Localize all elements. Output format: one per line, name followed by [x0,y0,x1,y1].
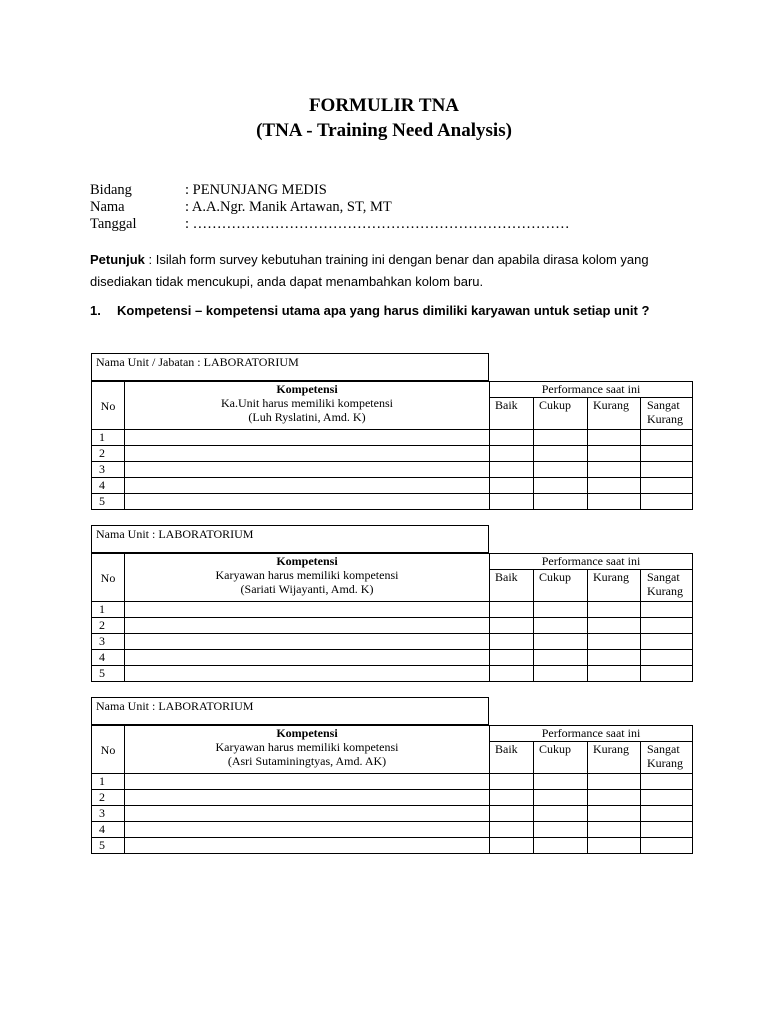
kompetensi-cell[interactable] [125,634,490,650]
kompetensi-header-line1: Ka.Unit harus memiliki kompetensi [221,396,393,410]
cukup-header: Cukup [534,570,588,602]
baik-cell[interactable] [490,838,534,854]
baik-cell[interactable] [490,446,534,462]
kurang-cell[interactable] [588,838,641,854]
unit-name: Nama Unit / Jabatan : LABORATORIUM [91,353,489,381]
table-row [92,618,693,634]
form-subtitle: (TNA - Training Need Analysis) [256,120,512,141]
row-number: 2 [92,618,125,634]
kurang-header: Kurang [588,742,641,774]
kompetensi-header-line2: (Luh Ryslatini, Amd. K) [248,410,366,424]
sangat-kurang-cell[interactable] [641,774,693,790]
meta-bidang-label: Bidang [90,182,132,198]
unit-name: Nama Unit : LABORATORIUM [91,525,489,553]
sangat-kurang-cell[interactable] [641,666,693,682]
row-number: 3 [92,806,125,822]
sangat-kurang-line1: Sangat [647,398,680,412]
table-row [92,806,693,822]
kurang-cell[interactable] [588,806,641,822]
kurang-header: Kurang [588,398,641,430]
baik-header: Baik [490,570,534,602]
competency-grid [91,381,693,510]
performance-header: Performance saat ini [490,554,693,570]
row-number: 1 [92,430,125,446]
kompetensi-header-title: Kompetensi [276,726,338,740]
meta-nama-value: : A.A.Ngr. Manik Artawan, ST, MT [185,199,392,215]
table-row [92,430,693,446]
row-number: 2 [92,446,125,462]
row-number: 2 [92,790,125,806]
kompetensi-cell[interactable] [125,838,490,854]
kompetensi-cell[interactable] [125,666,490,682]
kurang-cell[interactable] [588,430,641,446]
competency-grid [91,725,693,854]
kompetensi-header [125,382,490,430]
row-number: 1 [92,602,125,618]
kurang-header: Kurang [588,570,641,602]
kompetensi-header-line2: (Asri Sutaminingtyas, Amd. AK) [227,754,387,768]
sangat-kurang-line2: Kurang [647,756,683,770]
baik-cell[interactable] [490,462,534,478]
kurang-cell[interactable] [588,494,641,510]
row-number: 5 [92,494,125,510]
table-row [92,838,693,854]
baik-cell[interactable] [490,478,534,494]
sangat-kurang-line1: Sangat [647,742,680,756]
question-1 [90,303,649,318]
kurang-cell[interactable] [588,618,641,634]
baik-cell[interactable] [490,430,534,446]
baik-cell[interactable] [490,650,534,666]
kompetensi-cell[interactable] [125,446,490,462]
kompetensi-header-line1: Karyawan harus memiliki kompetensi [215,568,399,582]
cukup-header: Cukup [534,742,588,774]
cukup-cell[interactable] [534,430,588,446]
kompetensi-header-line2: (Sariati Wijayanti, Amd. K) [240,582,374,596]
cukup-cell[interactable] [534,462,588,478]
cukup-header: Cukup [534,398,588,430]
sangat-kurang-cell[interactable] [641,478,693,494]
baik-cell[interactable] [490,790,534,806]
baik-header: Baik [490,742,534,774]
table-row [92,478,693,494]
kurang-cell[interactable] [588,774,641,790]
meta-nama-label: Nama [90,199,125,215]
sangat-kurang-header [641,742,693,774]
table-row [92,650,693,666]
no-header: No [92,382,125,430]
kompetensi-header-line1: Karyawan harus memiliki kompetensi [215,740,399,754]
table-row [92,446,693,462]
kompetensi-header [125,726,490,774]
kurang-cell[interactable] [588,602,641,618]
cukup-cell[interactable] [534,602,588,618]
question-text: Kompetensi – kompetensi utama apa yang harus dimiliki karyawan untuk setiap unit ? [117,303,650,318]
meta-tanggal-value: : …………………………………………………………………… [185,216,570,232]
table-row [92,602,693,618]
meta-tanggal-label: Tanggal [90,216,137,232]
kompetensi-cell[interactable] [125,478,490,494]
sangat-kurang-cell[interactable] [641,618,693,634]
kompetensi-header-title: Kompetensi [276,554,338,568]
sangat-kurang-line1: Sangat [647,570,680,584]
competency-grid [91,553,693,682]
meta-bidang-value: : PENUNJANG MEDIS [185,182,327,198]
baik-cell[interactable] [490,666,534,682]
header-row [92,382,693,398]
table-row [92,790,693,806]
no-header: No [92,726,125,774]
kompetensi-cell[interactable] [125,430,490,446]
sangat-kurang-cell[interactable] [641,822,693,838]
kurang-cell[interactable] [588,666,641,682]
performance-header: Performance saat ini [490,382,693,398]
baik-cell[interactable] [490,806,534,822]
sangat-kurang-cell[interactable] [641,462,693,478]
sangat-kurang-line2: Kurang [647,584,683,598]
table-row [92,666,693,682]
sangat-kurang-cell[interactable] [641,790,693,806]
row-number: 1 [92,774,125,790]
table-row [92,774,693,790]
question-number: 1. [90,303,101,318]
sangat-kurang-header [641,570,693,602]
no-header: No [92,554,125,602]
sangat-kurang-line2: Kurang [647,412,683,426]
cukup-cell[interactable] [534,478,588,494]
baik-header: Baik [490,398,534,430]
row-number: 4 [92,478,125,494]
sangat-kurang-cell[interactable] [641,634,693,650]
baik-cell[interactable] [490,602,534,618]
table-row [92,462,693,478]
instructions-text: : Isilah form survey kebutuhan training ini dengan benar dan apabila dirasa kolom yang disediakan tidak mencukupi, anda dapat menambahkan kolom baru. [90,252,649,289]
row-number: 3 [92,462,125,478]
competency-table-1 [91,353,691,508]
header-row [92,554,693,570]
row-number: 4 [92,822,125,838]
instructions-label: Petunjuk [90,252,145,267]
kompetensi-cell[interactable] [125,462,490,478]
table-row [92,822,693,838]
sangat-kurang-cell[interactable] [641,494,693,510]
sangat-kurang-cell[interactable] [641,806,693,822]
kompetensi-cell[interactable] [125,650,490,666]
cukup-cell[interactable] [534,822,588,838]
baik-cell[interactable] [490,822,534,838]
instructions [90,249,650,293]
form-title: FORMULIR TNA [308,95,460,116]
unit-name: Nama Unit : LABORATORIUM [91,697,489,725]
cukup-cell[interactable] [534,634,588,650]
header-row [92,726,693,742]
kompetensi-cell[interactable] [125,602,490,618]
kurang-cell[interactable] [588,462,641,478]
cukup-cell[interactable] [534,494,588,510]
sangat-kurang-cell[interactable] [641,838,693,854]
kurang-cell[interactable] [588,650,641,666]
kompetensi-header [125,554,490,602]
kompetensi-cell[interactable] [125,618,490,634]
sangat-kurang-cell[interactable] [641,602,693,618]
table-row [92,494,693,510]
kompetensi-cell[interactable] [125,790,490,806]
sangat-kurang-cell[interactable] [641,650,693,666]
kurang-cell[interactable] [588,790,641,806]
kurang-cell[interactable] [588,478,641,494]
performance-header: Performance saat ini [490,726,693,742]
kompetensi-cell[interactable] [125,822,490,838]
cukup-cell[interactable] [534,666,588,682]
kompetensi-cell[interactable] [125,494,490,510]
cukup-cell[interactable] [534,650,588,666]
kompetensi-header-title: Kompetensi [276,382,338,396]
competency-table-2 [91,525,691,680]
sangat-kurang-cell[interactable] [641,430,693,446]
kurang-cell[interactable] [588,446,641,462]
row-number: 5 [92,838,125,854]
row-number: 3 [92,634,125,650]
cukup-cell[interactable] [534,790,588,806]
row-number: 5 [92,666,125,682]
kurang-cell[interactable] [588,634,641,650]
sangat-kurang-header [641,398,693,430]
row-number: 4 [92,650,125,666]
kompetensi-cell[interactable] [125,774,490,790]
cukup-cell[interactable] [534,838,588,854]
cukup-cell[interactable] [534,446,588,462]
baik-cell[interactable] [490,494,534,510]
kurang-cell[interactable] [588,822,641,838]
sangat-kurang-cell[interactable] [641,446,693,462]
baik-cell[interactable] [490,634,534,650]
cukup-cell[interactable] [534,618,588,634]
competency-table-3 [91,697,691,852]
kompetensi-cell[interactable] [125,806,490,822]
cukup-cell[interactable] [534,806,588,822]
baik-cell[interactable] [490,774,534,790]
baik-cell[interactable] [490,618,534,634]
cukup-cell[interactable] [534,774,588,790]
table-row [92,634,693,650]
